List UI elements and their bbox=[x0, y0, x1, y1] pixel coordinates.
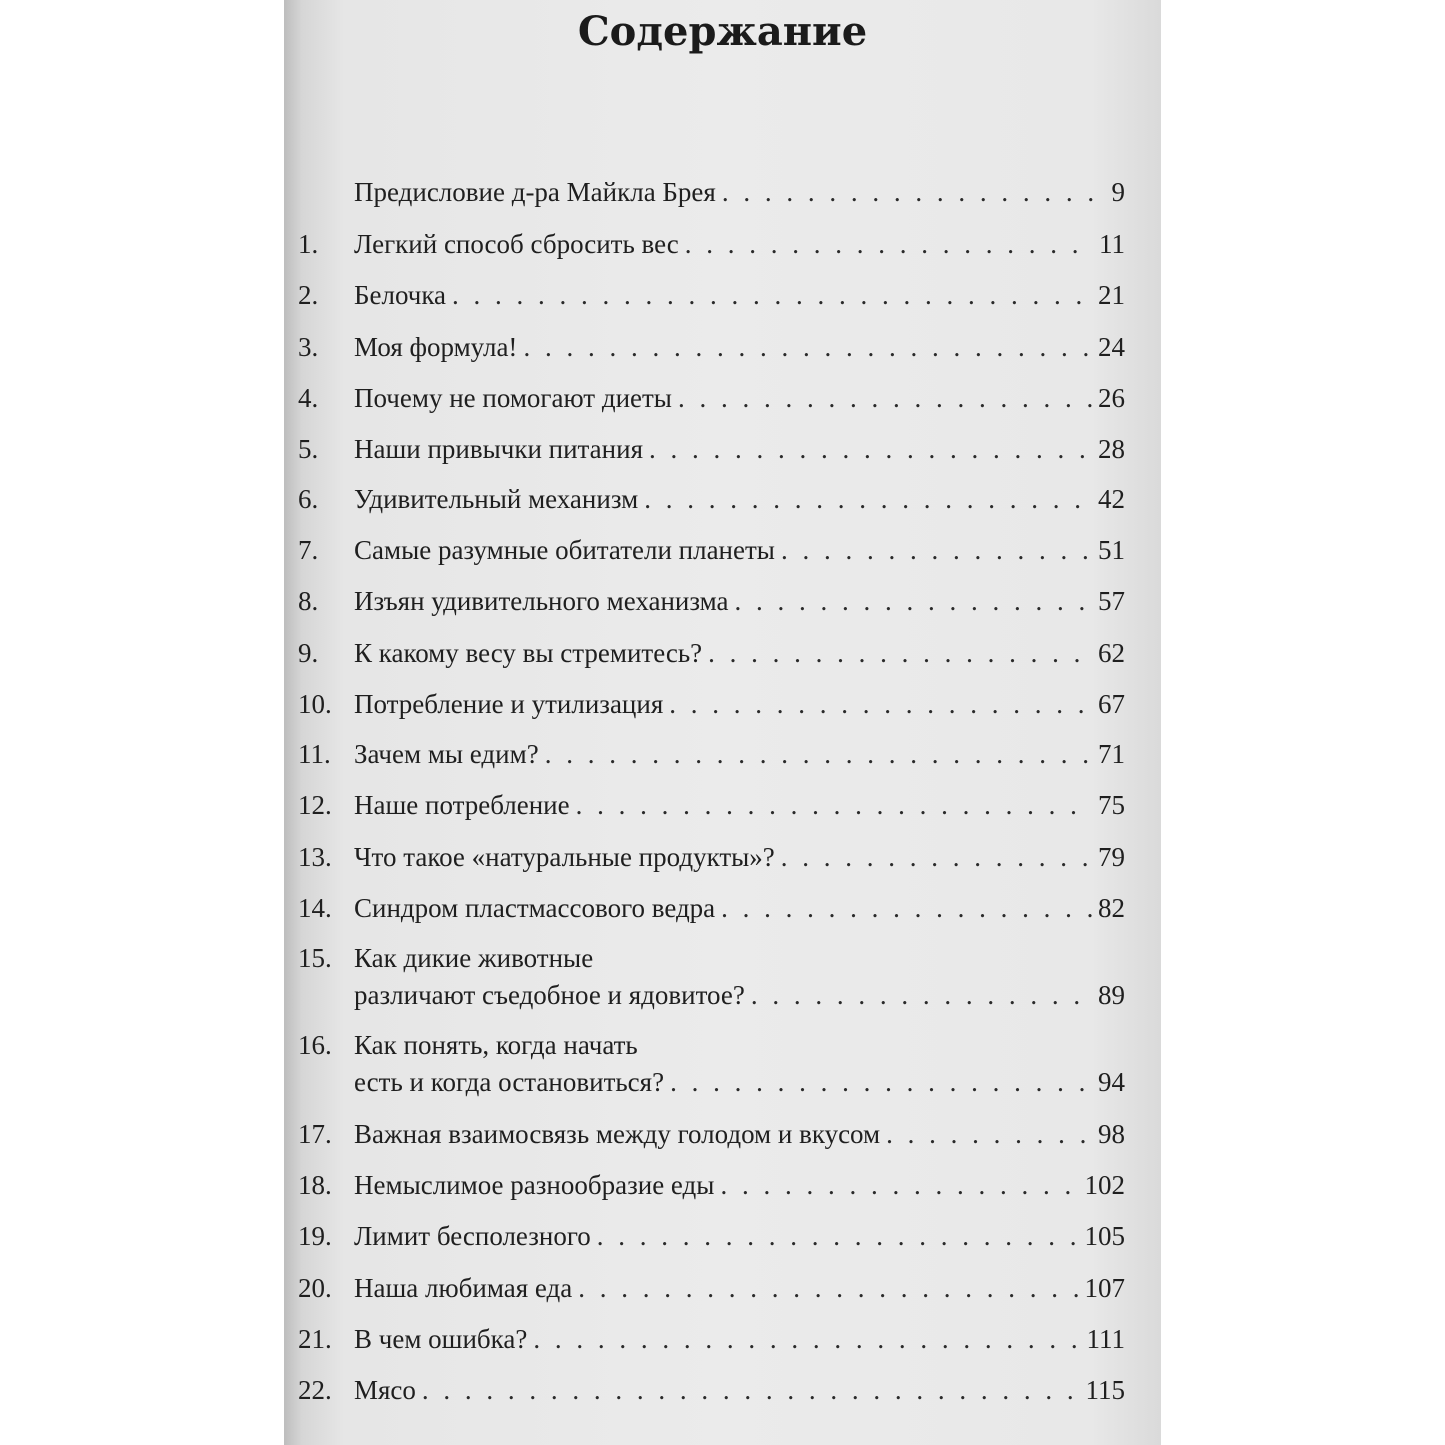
page-number: 79 bbox=[1098, 842, 1125, 872]
chapter-number: 7. bbox=[298, 535, 319, 565]
chapter-number: 21. bbox=[298, 1324, 332, 1354]
page-number: 82 bbox=[1098, 893, 1125, 923]
chapter-title: Мясо bbox=[354, 1375, 416, 1405]
chapter-number: 8. bbox=[298, 586, 319, 616]
page-number: 115 bbox=[1085, 1375, 1125, 1405]
page-number: 89 bbox=[1098, 980, 1125, 1010]
chapter-number: 2. bbox=[298, 280, 319, 310]
page-number: 105 bbox=[1084, 1221, 1125, 1251]
chapter-number: 4. bbox=[298, 383, 319, 413]
chapter-number: 11. bbox=[298, 739, 331, 769]
chapter-number: 19. bbox=[298, 1221, 332, 1251]
chapter-title: Наши привычки питания bbox=[354, 434, 643, 464]
page-number: 28 bbox=[1098, 434, 1125, 464]
dot-leader bbox=[533, 1318, 1080, 1360]
chapter-number: 14. bbox=[298, 893, 332, 923]
chapter-title: Лимит бесполезного bbox=[354, 1221, 591, 1251]
chapter-title: В чем ошибка? bbox=[354, 1324, 528, 1354]
dot-leader bbox=[644, 478, 1092, 520]
book-page bbox=[284, 0, 1161, 1445]
chapter-title: Удивительный механизм bbox=[354, 484, 639, 514]
page-number: 26 bbox=[1098, 383, 1125, 413]
chapter-title: Синдром пластмассового ведра bbox=[354, 893, 716, 923]
dot-leader bbox=[781, 529, 1092, 571]
chapter-number: 9. bbox=[298, 638, 319, 668]
dot-leader bbox=[670, 1061, 1092, 1103]
chapter-number: 12. bbox=[298, 790, 332, 820]
chapter-title-line1: Как понять, когда начать bbox=[354, 1030, 638, 1060]
dot-leader bbox=[649, 428, 1092, 470]
dot-leader bbox=[751, 974, 1092, 1016]
page-number: 71 bbox=[1098, 739, 1125, 769]
page-number: 62 bbox=[1098, 638, 1125, 668]
dot-leader bbox=[721, 887, 1092, 929]
page-number: 21 bbox=[1098, 280, 1125, 310]
chapter-number: 10. bbox=[298, 689, 332, 719]
page-number: 98 bbox=[1098, 1119, 1125, 1149]
dot-leader bbox=[452, 274, 1092, 316]
chapter-title: Моя формула! bbox=[354, 332, 518, 362]
dot-leader bbox=[545, 733, 1092, 775]
chapter-number: 3. bbox=[298, 332, 319, 362]
chapter-title: Предисловие д-ра Майкла Брея bbox=[354, 177, 716, 207]
page-number: 24 bbox=[1098, 332, 1125, 362]
chapter-number: 16. bbox=[298, 1030, 332, 1060]
chapter-title: Важная взаимосвязь между голодом и вкусом bbox=[354, 1119, 881, 1149]
chapter-title: Что такое «натуральные продукты»? bbox=[354, 842, 775, 872]
chapter-title-line1: Как дикие животные bbox=[354, 943, 594, 973]
page-number: 9 bbox=[1111, 177, 1125, 207]
chapter-number: 5. bbox=[298, 434, 319, 464]
dot-leader bbox=[708, 632, 1092, 674]
chapter-number: 1. bbox=[298, 229, 319, 259]
chapter-title: Изъян удивительного механизма bbox=[354, 586, 729, 616]
page-number: 75 bbox=[1098, 790, 1125, 820]
dot-leader bbox=[735, 580, 1092, 622]
chapter-title: Самые разумные обитатели планеты bbox=[354, 535, 775, 565]
chapter-number: 13. bbox=[298, 842, 332, 872]
chapter-title: есть и когда остановиться? bbox=[354, 1067, 665, 1097]
dot-leader bbox=[669, 683, 1092, 725]
chapter-number: 17. bbox=[298, 1119, 332, 1149]
chapter-number: 22. bbox=[298, 1375, 332, 1405]
chapter-title: Зачем мы едим? bbox=[354, 739, 539, 769]
page-number: 51 bbox=[1098, 535, 1125, 565]
chapter-title: Белочка bbox=[354, 280, 447, 310]
chapter-title: различают съедобное и ядовитое? bbox=[354, 980, 745, 1010]
chapter-title: Почему не помогают диеты bbox=[354, 383, 672, 413]
page-title: Содержание bbox=[577, 8, 868, 55]
dot-leader bbox=[685, 223, 1093, 265]
dot-leader bbox=[576, 784, 1092, 826]
dot-leader bbox=[523, 326, 1092, 368]
page-number: 111 bbox=[1086, 1324, 1125, 1354]
chapter-number: 15. bbox=[298, 943, 332, 973]
page-number: 67 bbox=[1098, 689, 1125, 719]
dot-leader bbox=[720, 1164, 1078, 1206]
dot-leader bbox=[578, 1267, 1078, 1309]
chapter-title: Потребление и утилизация bbox=[354, 689, 664, 719]
page-number: 42 bbox=[1098, 484, 1125, 514]
page-number: 94 bbox=[1098, 1067, 1125, 1097]
page-number: 11 bbox=[1099, 229, 1125, 259]
chapter-title: Легкий способ сбросить вес bbox=[354, 229, 679, 259]
table-of-contents bbox=[284, 0, 1161, 1445]
chapter-title: Немыслимое разнообразие еды bbox=[354, 1170, 715, 1200]
dot-leader bbox=[422, 1369, 1080, 1411]
chapter-title: Наше потребление bbox=[354, 790, 570, 820]
page-number: 102 bbox=[1084, 1170, 1125, 1200]
dot-leader bbox=[781, 836, 1092, 878]
chapter-number: 18. bbox=[298, 1170, 332, 1200]
dot-leader bbox=[678, 377, 1092, 419]
dot-leader bbox=[722, 171, 1106, 213]
page-number: 57 bbox=[1098, 586, 1125, 616]
chapter-number: 6. bbox=[298, 484, 319, 514]
chapter-title: К какому весу вы стремитесь? bbox=[354, 638, 703, 668]
page-number: 107 bbox=[1084, 1273, 1125, 1303]
chapter-number: 20. bbox=[298, 1273, 332, 1303]
dot-leader bbox=[597, 1215, 1079, 1257]
chapter-title: Наша любимая еда bbox=[354, 1273, 573, 1303]
dot-leader bbox=[886, 1113, 1092, 1155]
